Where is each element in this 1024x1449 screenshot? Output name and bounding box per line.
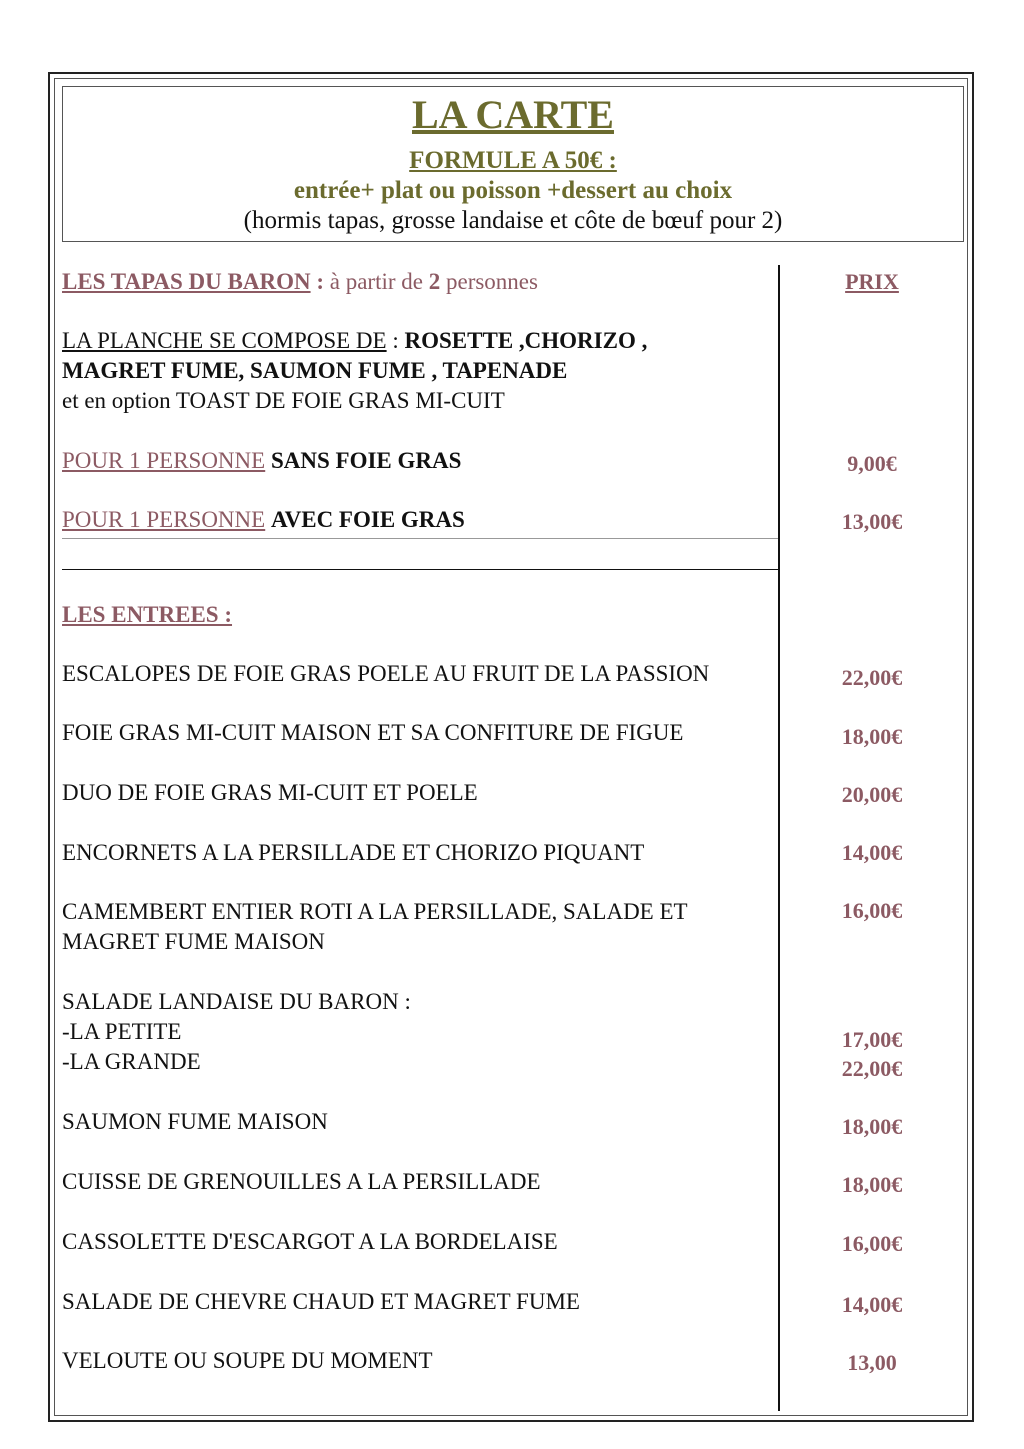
menu-item-name: FOIE GRAS MI-CUIT MAISON ET SA CONFITURE DE FIGUE <box>62 720 684 745</box>
tapas-option-row: POUR 1 PERSONNE SANS FOIE GRAS <box>62 448 462 473</box>
menu-item-price: 14,00€ <box>841 1292 903 1317</box>
menu-item-price: 17,00€ <box>841 1027 903 1052</box>
menu-item-name: ESCALOPES DE FOIE GRAS POELE AU FRUIT DE LA PASSION <box>62 661 710 686</box>
entrees-heading: LES ENTREES : <box>62 602 233 627</box>
menu-item-price: 18,00€ <box>841 1114 903 1139</box>
tapas-option-price: 13,00€ <box>841 509 903 534</box>
menu-header <box>62 86 964 242</box>
tapas-heading-line: LES TAPAS DU BARON : à partir de 2 personnes <box>62 269 538 294</box>
planche-label: LA PLANCHE SE COMPOSE DE <box>62 328 387 353</box>
formule-title: FORMULE A 50€ : <box>409 147 617 174</box>
menu-item-name: CUISSE DE GRENOUILLES A LA PERSILLADE <box>62 1169 541 1194</box>
menu-item-name-cont: MAGRET FUME MAISON <box>62 929 325 954</box>
menu-item-name: CASSOLETTE D'ESCARGOT A LA BORDELAISE <box>62 1229 558 1254</box>
tapas-option-price: 9,00€ <box>847 451 897 476</box>
menu-item-price: 13,00 <box>847 1350 897 1375</box>
formule-note: (hormis tapas, grosse landaise et côte de bœuf pour 2) <box>243 207 783 234</box>
price-column-heading: PRIX <box>845 269 899 294</box>
menu-item-price: 20,00€ <box>841 782 903 807</box>
menu-item-variant: -LA GRANDE <box>62 1049 201 1074</box>
menu-item-name: VELOUTE OU SOUPE DU MOMENT <box>62 1348 433 1373</box>
menu-item-price: 18,00€ <box>841 724 903 749</box>
menu-item-name: CAMEMBERT ENTIER ROTI A LA PERSILLADE, SALADE ET <box>62 899 688 924</box>
menu-item-price: 14,00€ <box>841 840 903 865</box>
page-title: LA CARTE <box>412 92 614 137</box>
menu-item-price: 22,00€ <box>841 665 903 690</box>
menu-item-name: ENCORNETS A LA PERSILLADE ET CHORIZO PIQUANT <box>62 840 645 865</box>
tapas-heading: LES TAPAS DU BARON <box>62 269 311 294</box>
planche-line-1: LA PLANCHE SE COMPOSE DE : ROSETTE ,CHORIZO , <box>62 328 648 353</box>
formule-description: entrée+ plat ou poisson +dessert au choix <box>293 177 733 204</box>
menu-item-name: SALADE LANDAISE DU BARON : <box>62 989 411 1014</box>
menu-item-price: 16,00€ <box>841 1231 903 1256</box>
menu-item-name: DUO DE FOIE GRAS MI-CUIT ET POELE <box>62 780 478 805</box>
menu-item-price: 18,00€ <box>841 1172 903 1197</box>
menu-item-price: 22,00€ <box>841 1056 903 1081</box>
menu-item-price: 16,00€ <box>841 898 903 923</box>
divider <box>62 569 778 570</box>
menu-item-variant: -LA PETITE <box>62 1019 182 1044</box>
menu-item-name: SALADE DE CHEVRE CHAUD ET MAGRET FUME <box>62 1289 580 1314</box>
divider-light <box>62 538 778 539</box>
planche-option: et en option TOAST DE FOIE GRAS MI-CUIT <box>62 388 505 413</box>
tapas-option-row: POUR 1 PERSONNE AVEC FOIE GRAS <box>62 507 465 532</box>
planche-line-2: MAGRET FUME, SAUMON FUME , TAPENADE <box>62 358 568 383</box>
menu-item-name: SAUMON FUME MAISON <box>62 1109 328 1134</box>
